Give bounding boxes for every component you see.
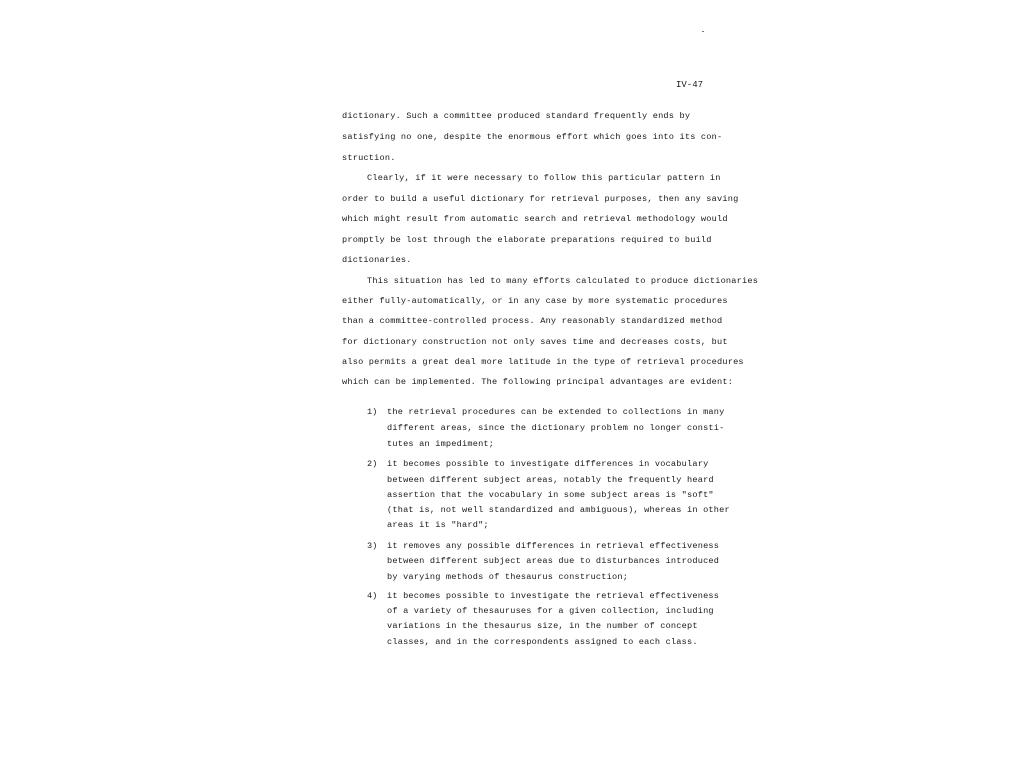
para1-line: satisfying no one, despite the enormous effort which goes into its con- — [342, 132, 723, 142]
para3-line: either fully-automatically, or in any case by more systematic procedures — [342, 296, 728, 306]
scan-speck — [702, 31, 704, 32]
para3-line: than a committee-controlled process. Any reasonably standardized method — [342, 316, 723, 326]
item-line: tutes an impediment; — [387, 439, 495, 449]
item-line: between different subject areas due to disturbances introduced — [387, 556, 720, 566]
para3-line: also permits a great deal more latitude in the type of retrieval procedures — [342, 357, 744, 367]
item-number: 4) — [367, 591, 378, 601]
page-number: IV-47 — [676, 80, 704, 90]
item-line: areas it is "hard"; — [387, 520, 489, 530]
item-line: it becomes possible to investigate differences in vocabulary — [387, 459, 709, 469]
item-line: it removes any possible differences in retrieval effectiveness — [387, 541, 720, 551]
para3-line: for dictionary construction not only saves time and decreases costs, but — [342, 337, 728, 347]
para2-line: dictionaries. — [342, 255, 412, 265]
item-number: 3) — [367, 541, 378, 551]
item-line: it becomes possible to investigate the retrieval effectiveness — [387, 591, 720, 601]
item-line: by varying methods of thesaurus construction; — [387, 572, 629, 582]
item-number: 1) — [367, 407, 378, 417]
item-line: (that is, not well standardized and ambiguous), whereas in other — [387, 505, 730, 515]
para3-line: which can be implemented. The following principal advantages are evident: — [342, 377, 734, 387]
para2-line: which might result from automatic search and retrieval methodology would — [342, 214, 728, 224]
item-line: different areas, since the dictionary problem no longer consti- — [387, 423, 725, 433]
para2-line: promptly be lost through the elaborate preparations required to build — [342, 235, 712, 245]
item-line: the retrieval procedures can be extended to collections in many — [387, 407, 725, 417]
para2-line: order to build a useful dictionary for retrieval purposes, then any saving — [342, 194, 739, 204]
item-line: of a variety of thesauruses for a given collection, including — [387, 606, 714, 616]
item-line: variations in the thesaurus size, in the number of concept — [387, 621, 698, 631]
para1-line: struction. — [342, 153, 396, 163]
item-line: between different subject areas, notably the frequently heard — [387, 475, 714, 485]
para2-line: Clearly, if it were necessary to follow this particular pattern in — [367, 173, 721, 183]
para1-line: dictionary. Such a committee produced standard frequently ends by — [342, 111, 691, 121]
para3-line: This situation has led to many efforts calculated to produce dictionaries — [367, 276, 759, 286]
item-line: assertion that the vocabulary in some subject areas is "soft" — [387, 490, 714, 500]
item-number: 2) — [367, 459, 378, 469]
item-line: classes, and in the correspondents assigned to each class. — [387, 637, 698, 647]
